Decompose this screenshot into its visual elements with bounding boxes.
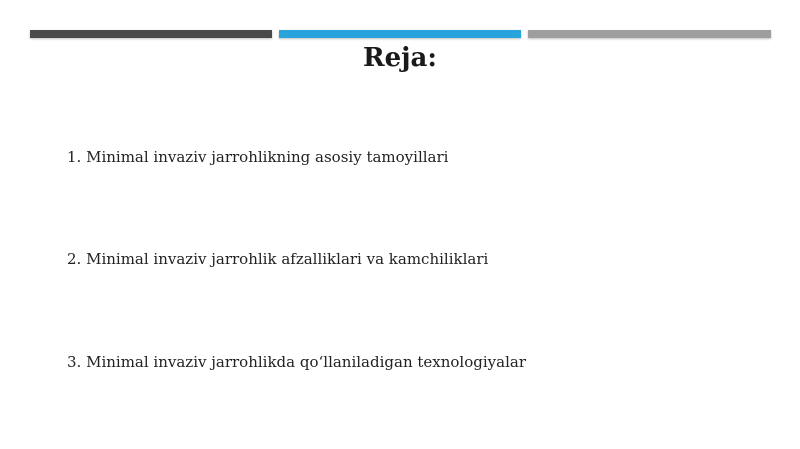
- accent-bar-blue: [279, 30, 521, 38]
- slide-title: Reja:: [362, 43, 437, 73]
- plan-item-1: 1. Minimal invaziv jarrohlikning asosiy tamoyillari: [67, 148, 449, 166]
- accent-bar-light: [528, 30, 771, 38]
- plan-item-3: 3. Minimal invaziv jarrohlikda qo‘llaniladigan texnologiyalar: [67, 353, 526, 371]
- plan-item-2: 2. Minimal invaziv jarrohlik afzalliklari va kamchiliklari: [67, 250, 489, 268]
- accent-bar-dark: [30, 30, 272, 38]
